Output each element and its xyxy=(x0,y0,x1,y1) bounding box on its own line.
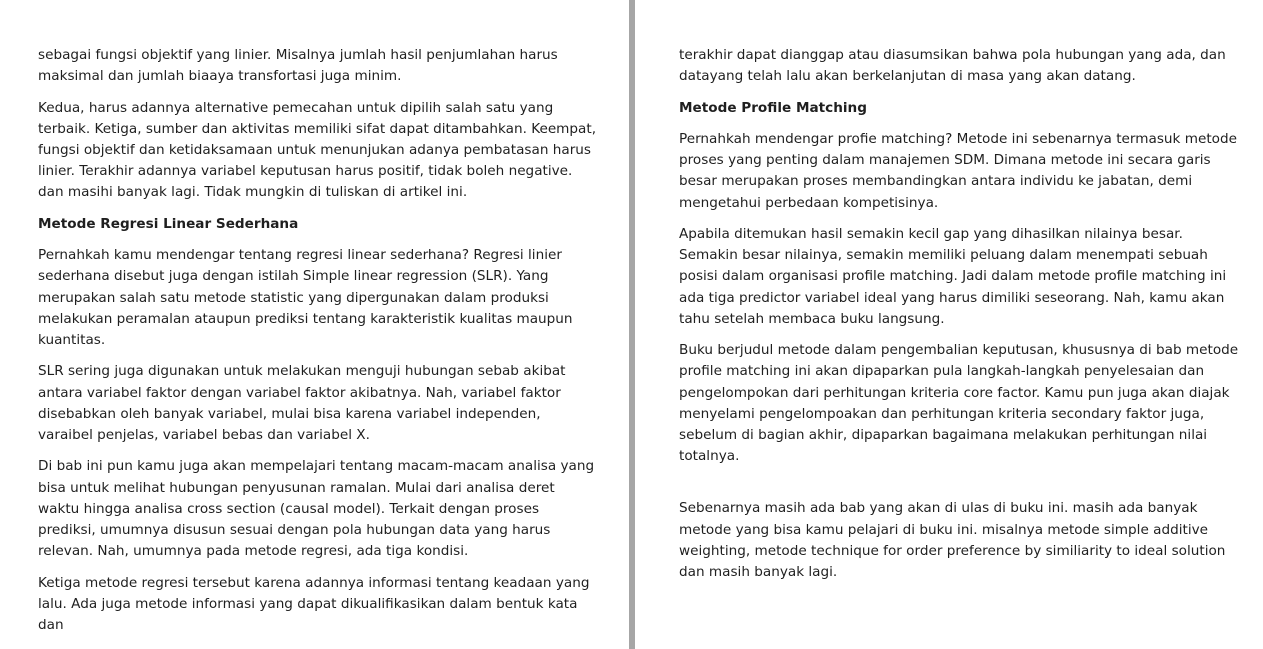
paragraph: Pernahkah kamu mendengar tentang regresi linear sederhana? Regresi linier sederhana disebut juga dengan istilah Simple linear regression (SLR). Yang merupakan salah satu metode statistic yang dipergunakan dalam produksi melakukan peramalan ataupun prediksi tentang karakteristik kualitas maupun kuantitas. xyxy=(38,247,573,348)
section-heading: Metode Regresi Linear Sederhana xyxy=(38,215,299,232)
right-page xyxy=(635,0,1263,649)
left-page-text-column xyxy=(38,45,598,646)
paragraph: SLR sering juga digunakan untuk melakukan menguji hubungan sebab akibat antara variabel faktor dengan variabel faktor akibatnya. Nah, variabel faktor disebabkan oleh banyak variabel, mulai bisa karena variabel independen, varaibel penjelas, variabel bebas dan variabel X. xyxy=(38,363,566,443)
left-page xyxy=(0,0,629,649)
paragraph: Kedua, harus adannya alternative pemecahan untuk dipilih salah satu yang terbaik. Ketiga, sumber dan aktivitas memiliki sifat dapat ditambahkan. Keempat, fungsi objektif dan ketidaksamaan untuk menunjukan adanya pembatasan harus linier. Terakhir adannya variabel keputusan harus positif, tidak boleh negative. dan masihi banyak lagi. Tidak mungkin di tuliskan di artikel ini. xyxy=(38,99,597,201)
paragraph: Pernahkah mendengar profie matching? Metode ini sebenarnya termasuk metode proses yang penting dalam manajemen SDM. Dimana metode ini secara garis besar merupakan proses membandingkan antara individu ke jabatan, demi mengetahui perbedaan kompetisinya. xyxy=(679,130,1237,211)
paragraph: Di bab ini pun kamu juga akan mempelajari tentang macam-macam analisa yang bisa untuk melihat hubungan penyusunan ramalan. Mulai dari analisa deret waktu hingga analisa cross section (causal model). Terkait dengan proses prediksi, umumnya disusun sesuai dengan pola hubungan data yang harus relevan. Nah, umumnya pada metode regresi, ada tiga kondisi. xyxy=(38,458,595,560)
paragraph: Buku berjudul metode dalam pengembalian keputusan, khususnya di bab metode profile matching ini akan dipaparkan pula langkah-langkah penyelesaian dan pengelompokan dari perhitungan kriteria core factor. Kamu pun juga akan diajak menyelami pengelompoakan dan perhitungan kriteria secondary faktor juga, sebelum di bagian akhir, dipaparkan bagaimana melakukan perhitungan nilai totalnya. xyxy=(679,342,1239,465)
paragraph: sebagai fungsi objektif yang linier. Misalnya jumlah hasil penjumlahan harus maksimal dan jumlah biaaya transfortasi juga minim. xyxy=(38,47,558,85)
paragraph: Ketiga metode regresi tersebut karena adannya informasi tentang keadaan yang lalu. Ada juga metode informasi yang dapat dikualifikasikan dalam bentuk kata dan xyxy=(38,574,590,633)
paragraph: terakhir dapat dianggap atau diasumsikan bahwa pola hubungan yang ada, dan datayang telah lalu akan berkelanjutan di masa yang akan datang. xyxy=(679,47,1226,85)
right-page-text-column xyxy=(679,45,1239,593)
paragraph: Sebenarnya masih ada bab yang akan di ulas di buku ini. masih ada banyak metode yang bisa kamu pelajari di buku ini. misalnya metode simple additive weighting, metode technique for order preference by similiarity to ideal solution dan masih banyak lagi. xyxy=(679,500,1226,581)
paragraph: Apabila ditemukan hasil semakin kecil gap yang dihasilkan nilainya besar. Semakin besar nilainya, semakin memiliki peluang dalam menempati sebuah posisi dalam organisasi profile matching. Jadi dalam metode profile matching ini ada tiga predictor variabel ideal yang harus dimiliki seseorang. Nah, kamu akan tahu setelah membaca buku langsung. xyxy=(679,225,1227,327)
section-heading: Metode Profile Matching xyxy=(679,99,867,116)
